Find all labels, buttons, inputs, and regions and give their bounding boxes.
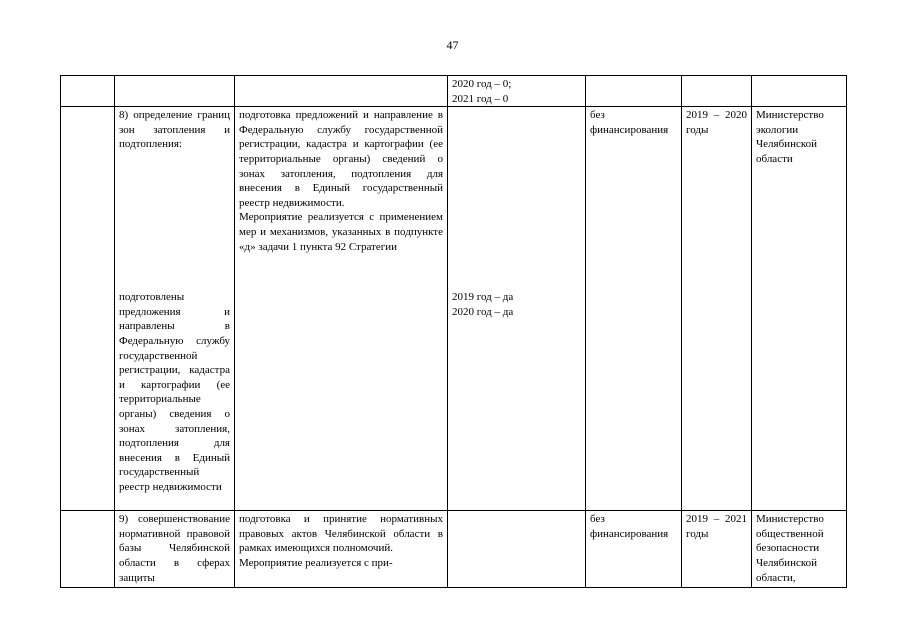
activity-cell — [235, 511, 448, 588]
task-cell — [115, 76, 235, 107]
status-cell — [448, 511, 586, 588]
period-cell — [682, 76, 752, 107]
executor-cell: Министерство экологии Челябинской области — [752, 107, 847, 511]
activity-cell — [235, 76, 448, 107]
period-cell: 2019 – 2021 годы — [682, 511, 752, 588]
activity-cell — [235, 107, 448, 511]
number-cell — [61, 107, 115, 511]
funding-cell — [586, 76, 682, 107]
number-cell — [61, 76, 115, 107]
page-number: 47 — [446, 38, 459, 52]
number-cell — [61, 511, 115, 588]
activity-note: Мероприятие реализуется с применением мер и механизмов, указанных в подпункте «д» задачи 1 пункта 92 Стратегии — [239, 211, 443, 253]
status-cell: 2020 год – 0; 2021 год – 0 — [448, 76, 586, 107]
executor-cell — [752, 76, 847, 107]
activity-text: подготовка предложений и направление в Федеральную службу государственной регистрации, кадастра и картографии (ее территориальные органы) сведений о зонах затопления, подтопления для внесения в Единый государственный реестр недвижимости. — [239, 109, 443, 209]
executor-cell: Министерство общественной безопасности Челябинской области, — [752, 511, 847, 588]
table-row — [61, 511, 847, 588]
activity-note: Мероприятие реализуется с при- — [239, 556, 393, 569]
activity-text: подготовка и принятие нормативных правовых актов Челябинской области в рамках имеющихся полномочий. — [239, 513, 443, 555]
period-cell: 2019 – 2020 годы — [682, 107, 752, 511]
task-cell: 9) совершенствование нормативной правовой базы Челябинской области в сферах защиты — [115, 511, 235, 588]
result-text: подготовлены предложения и направлены в Федеральную службу государственной регистрации, кадастра и картографии (ее территориальные органы) сведения о зонах затопления, подтопления для внесения в Единый государственный реестр недвижимости — [119, 291, 230, 493]
measures-table — [60, 75, 847, 588]
task-text: 8) определение границ зон затопления и подтопления: — [119, 109, 230, 151]
table-row — [61, 107, 847, 511]
status-text: 2019 год – да 2020 год – да — [452, 291, 514, 318]
table-row — [61, 76, 847, 107]
status-cell — [448, 107, 586, 511]
funding-cell: без финансирования — [586, 107, 682, 511]
funding-cell: без финансирования — [586, 511, 682, 588]
task-cell — [115, 107, 235, 511]
